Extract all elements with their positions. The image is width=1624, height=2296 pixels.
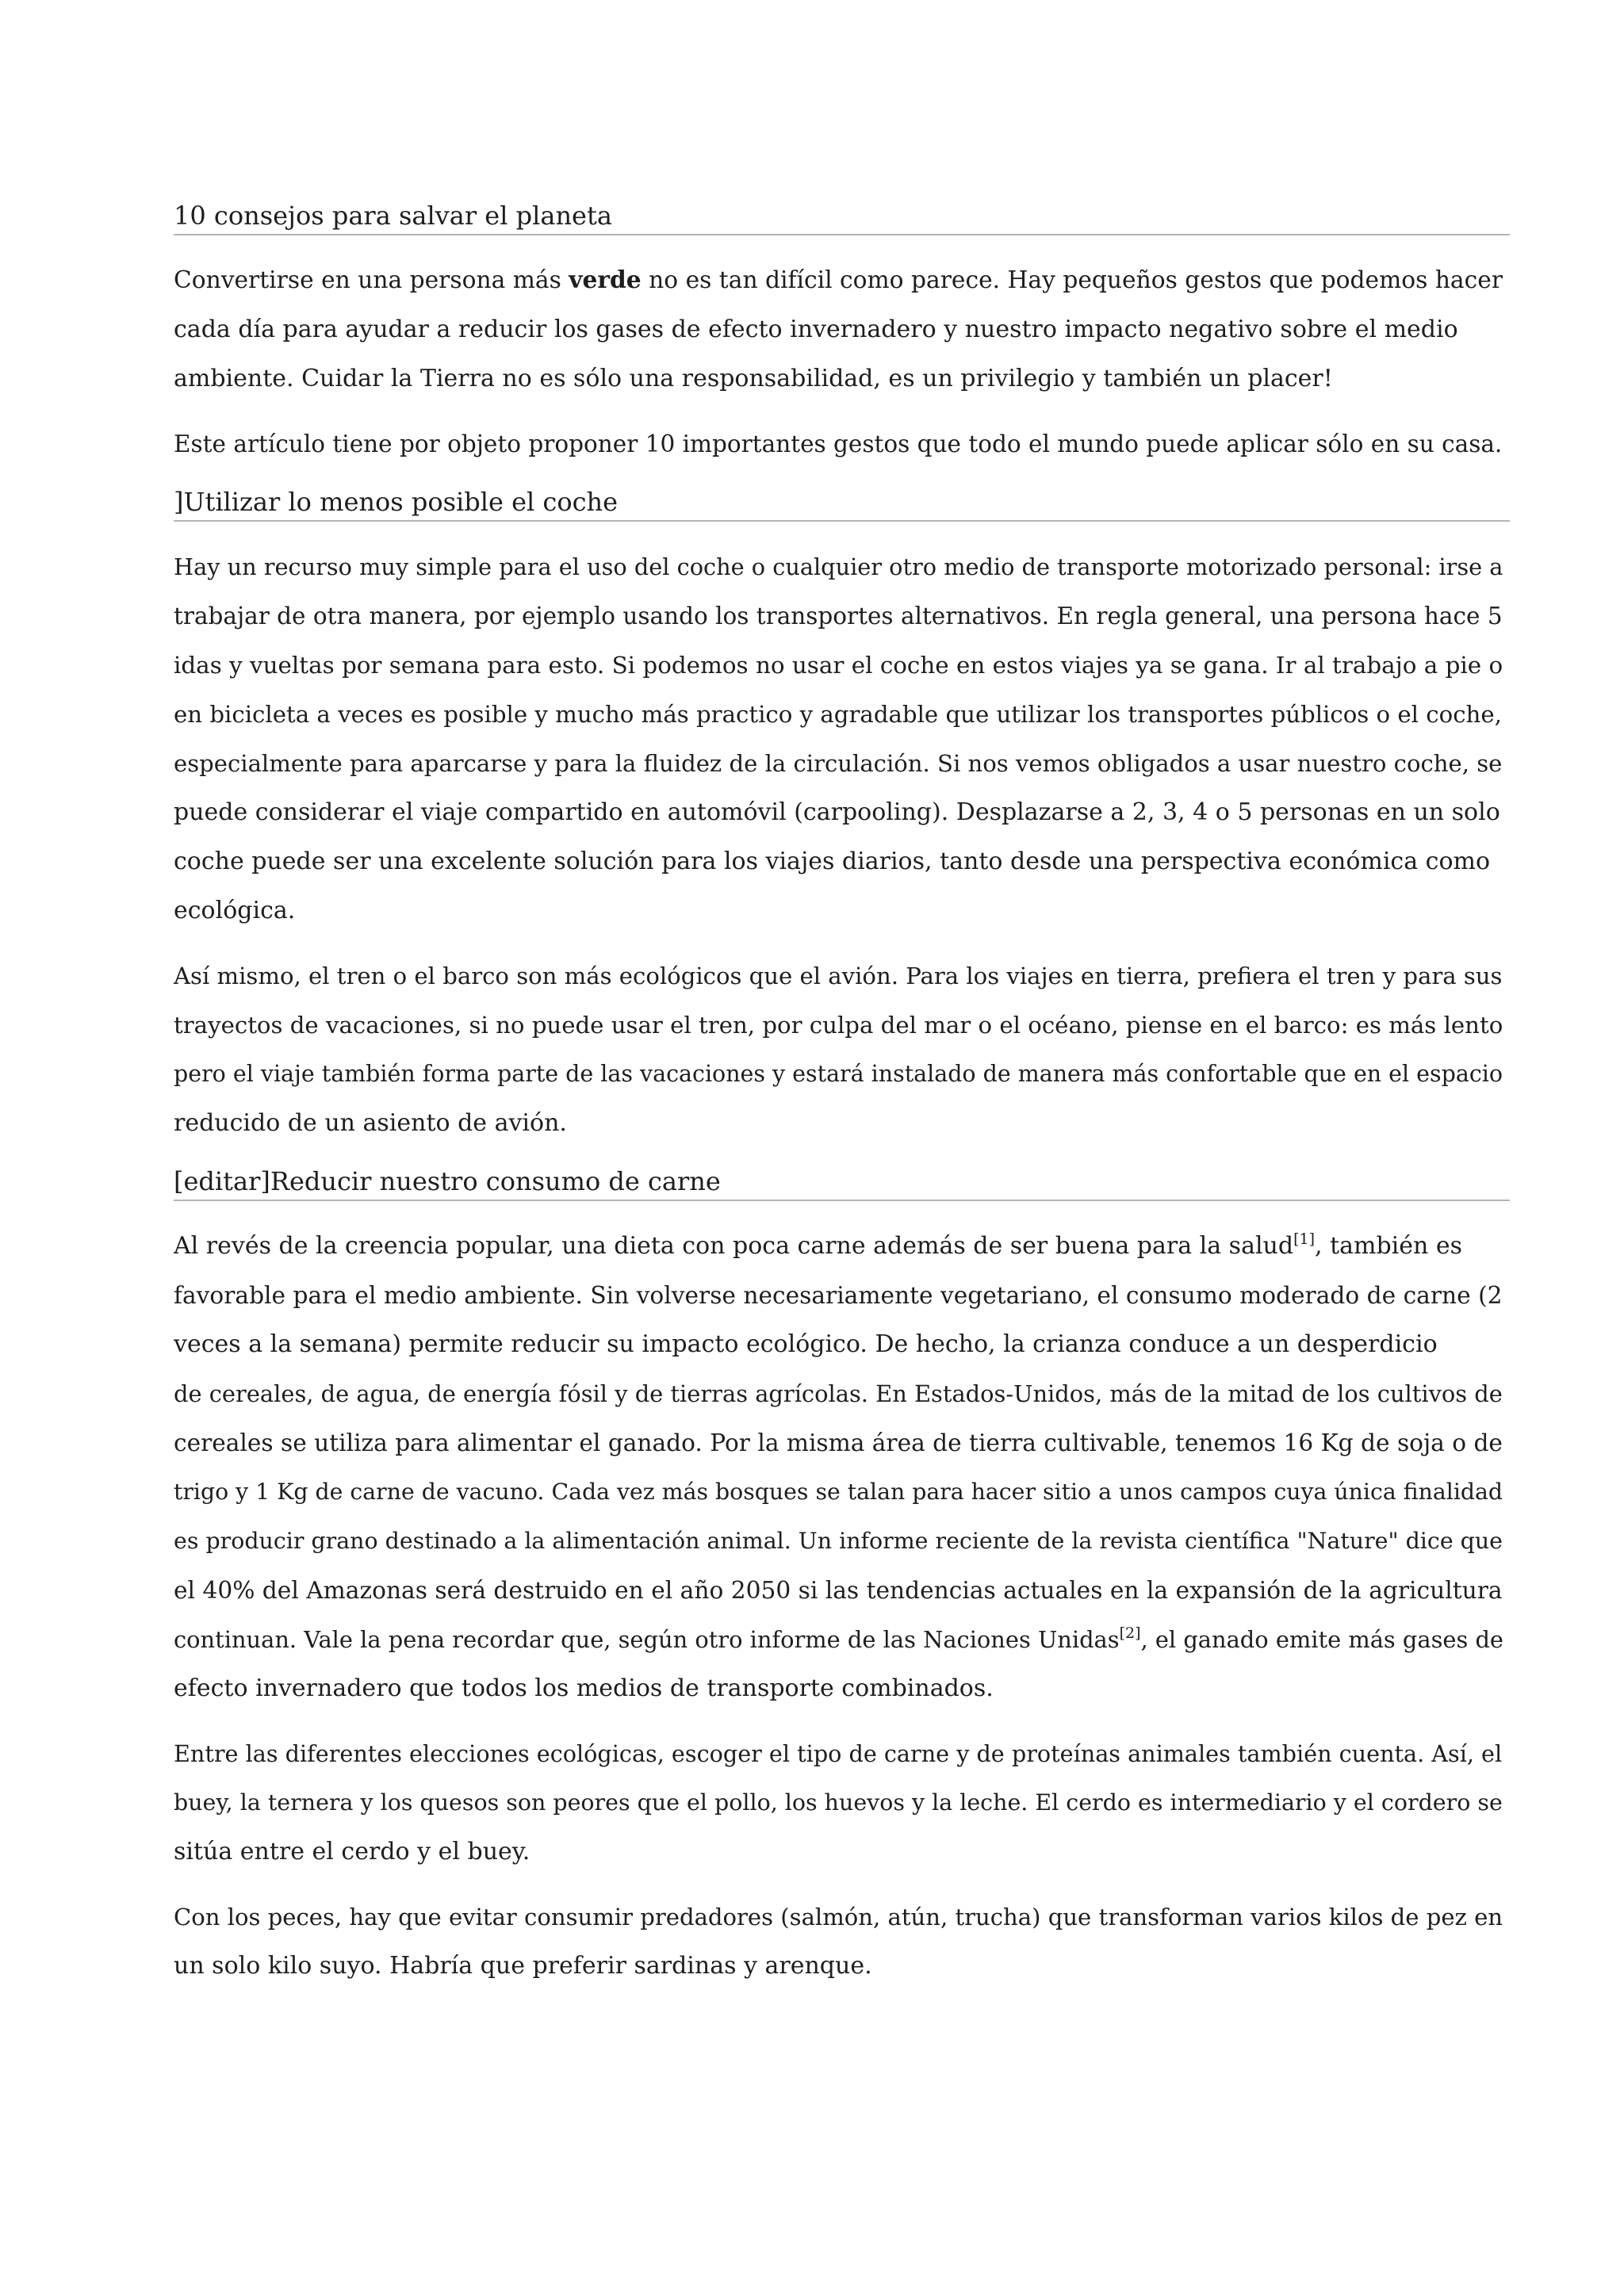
intro-paragraph-2 <box>174 419 1510 469</box>
section-heading-coche: ]Utilizar lo menos posible el coche <box>174 484 1510 522</box>
text-line <box>174 1222 1510 1271</box>
text-line: buey, la ternera y los quesos son peores que el pollo, los huevos y la leche. El cerdo es intermediario y el cordero se <box>174 1789 1503 1816</box>
text-line: un solo kilo suyo. Habría que preferir sardinas y arenque. <box>174 1952 872 1980</box>
text-line: en bicicleta a veces es posible y mucho más practico y agradable que utilizar los transportes públicos o el coche, <box>174 701 1502 728</box>
footnote-ref-1[interactable]: [1] <box>1293 1230 1316 1248</box>
bold-word: verde <box>569 266 642 294</box>
text-run: Convertirse en una persona más <box>174 266 569 294</box>
text-line: pero el viaje también forma parte de las vacaciones y estará instalado de manera más confortable que en el espacio <box>174 1061 1503 1087</box>
section-heading-carne: [editar]Reducir nuestro consumo de carne <box>174 1164 1510 1201</box>
text-line: trabajar de otra manera, por ejemplo usando los transportes alternativos. En regla general, una persona hace 5 <box>174 603 1503 629</box>
text-line: puede considerar el viaje compartido en automóvil (carpooling). Desplazarse a 2, 3, 4 o 5 personas en un solo <box>174 798 1500 826</box>
text-run: continuan. Vale la pena recordar que, según otro informe de las Naciones Unidas <box>174 1626 1120 1653</box>
text-line: trayectos de vacaciones, si no puede usar el tren, por culpa del mar o el océano, piense en el barco: es más lento <box>174 1012 1503 1039</box>
text-run: , también es <box>1315 1232 1463 1260</box>
text-run: no es tan difícil como parece. Hay pequeños gestos que podemos hacer <box>641 266 1503 294</box>
text-line: ambiente. Cuidar la Tierra no es sólo una responsabilidad, es un privilegio y también un placer! <box>174 365 1333 392</box>
section2-paragraph-3 <box>174 1892 1510 1991</box>
text-line: Con los peces, hay que evitar consumir predadores (salmón, atún, trucha) que transforman varios kilos de pez en <box>174 1904 1503 1931</box>
text-line: Así mismo, el tren o el barco son más ecológicos que el avión. Para los viajes en tierra, prefiera el tren y para sus <box>174 962 1503 989</box>
text-line: el 40% del Amazonas será destruido en el año 2050 si las tendencias actuales en la expansión de la agricultura <box>174 1576 1503 1604</box>
text-line: de cereales, de agua, de energía fósil y de tierras agrícolas. En Estados-Unidos, más de la mitad de los cultivos de <box>174 1380 1503 1407</box>
section2-paragraph-2 <box>174 1729 1510 1877</box>
section1-paragraph-1 <box>174 542 1510 936</box>
section1-paragraph-2 <box>174 951 1510 1148</box>
text-line: efecto invernadero que todos los medios de transporte combinados. <box>174 1674 994 1702</box>
text-line: idas y vueltas por semana para esto. Si podemos no usar el coche en estos viajes ya se gana. Ir al trabajo a pie o <box>174 652 1503 679</box>
text-line: cereales se utiliza para alimentar el ganado. Por la misma área de tierra cultivable, tenemos 16 Kg de soja o de <box>174 1429 1503 1456</box>
footnote-ref-2[interactable]: [2] <box>1119 1624 1141 1642</box>
text-line: ecológica. <box>174 897 296 924</box>
text-line: especialmente para aparcarse y para la fluidez de la circulación. Si nos vemos obligados a usar nuestro coche, se <box>174 750 1503 777</box>
text-line: Entre las diferentes elecciones ecológicas, escoger el tipo de carne y de proteínas animales también cuenta. Así, el <box>174 1740 1503 1767</box>
intro-paragraph-1 <box>174 256 1510 404</box>
text-line: reducido de un asiento de avión. <box>174 1109 567 1137</box>
text-run: , el ganado emite más gases de <box>1140 1626 1504 1653</box>
text-line: coche puede ser una excelente solución para los viajes diarios, tanto desde una perspectiva económica como <box>174 848 1491 875</box>
document-title: 10 consejos para salvar el planeta <box>174 198 1510 235</box>
text-line: es producir grano destinado a la alimentación animal. Un informe reciente de la revista científica "Nature" dice que <box>174 1528 1503 1554</box>
section2-paragraph-1 <box>174 1222 1510 1713</box>
text-run: Al revés de la creencia popular, una dieta con poca carne además de ser buena para la salud <box>174 1232 1294 1260</box>
text-line: favorable para el medio ambiente. Sin volverse necesariamente vegetariano, el consumo moderado de carne (2 <box>174 1281 1503 1309</box>
text-line: veces a la semana) permite reducir su impacto ecológico. De hecho, la crianza conduce a un desperdicio <box>174 1330 1438 1358</box>
text-line <box>174 1615 1510 1664</box>
text-line: Este artículo tiene por objeto proponer 10 importantes gestos que todo el mundo puede aplicar sólo en su casa. <box>174 430 1503 457</box>
text-line: Hay un recurso muy simple para el uso del coche o cualquier otro medio de transporte motorizado personal: irse a <box>174 553 1503 580</box>
text-line: cada día para ayudar a reducir los gases de efecto invernadero y nuestro impacto negativo sobre el medio <box>174 316 1458 343</box>
text-line: sitúa entre el cerdo y el buey. <box>174 1838 530 1866</box>
text-line <box>174 256 1510 305</box>
text-line: trigo y 1 Kg de carne de vacuno. Cada vez más bosques se talan para hacer sitio a unos campos cuya única finalidad <box>174 1479 1503 1505</box>
